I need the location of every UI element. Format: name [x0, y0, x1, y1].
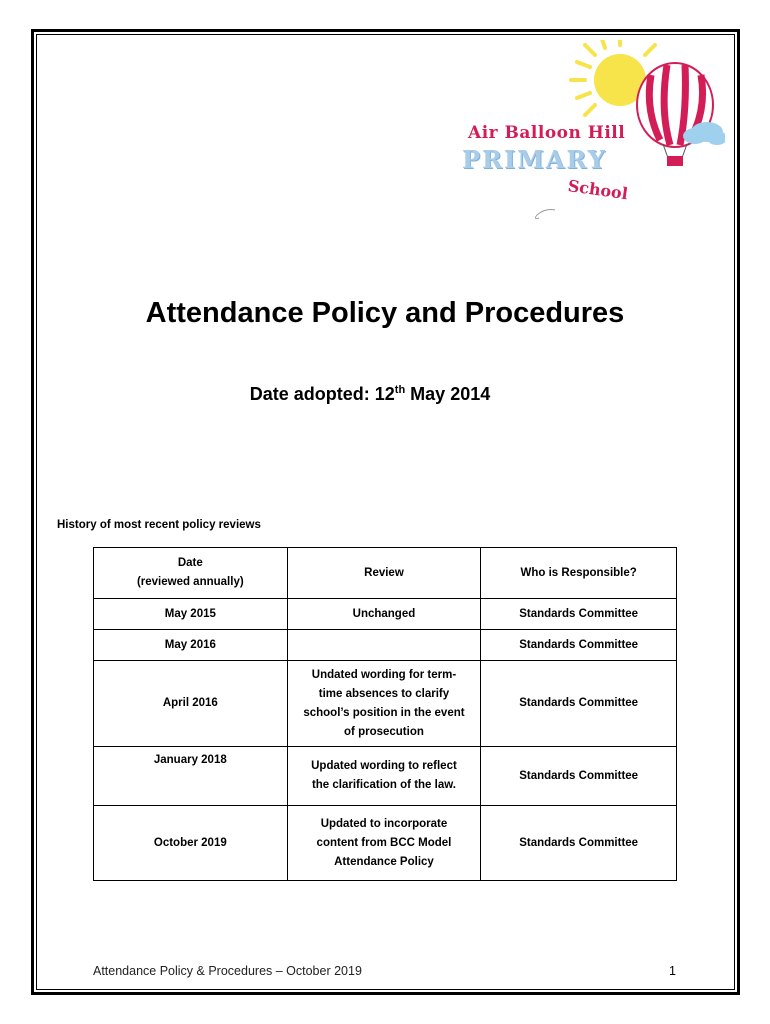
row-who: Standards Committee [481, 747, 677, 806]
row-review [287, 599, 481, 630]
row-date: May 2016 [94, 630, 288, 661]
row-review [287, 747, 481, 806]
logo-line-2: PRIMARY [462, 145, 607, 174]
row-date: January 2018 [94, 747, 288, 806]
date-adopted-label: Date adopted: 12 [249, 384, 395, 404]
kite-string [535, 210, 555, 219]
document-title: Attendance Policy and Procedures [145, 297, 625, 329]
table-row [94, 599, 677, 630]
table-row [94, 661, 677, 747]
header-date-line2: (reviewed annually) [136, 576, 244, 588]
review-line: content from BCC Model [316, 836, 452, 849]
logo-line-1: Air Balloon Hill [468, 123, 626, 143]
date-adopted-suffix: th [394, 384, 406, 396]
review-line: school’s position in the event [303, 706, 465, 719]
balloon-icon [637, 63, 713, 166]
header-who: Who is Responsible? [481, 548, 677, 599]
review-line: Updated wording to reflect [311, 760, 457, 772]
date-adopted-rest: May 2014 [405, 384, 491, 404]
review-history-table [93, 547, 677, 881]
review-line: Updated to incorporate [320, 817, 448, 830]
review-line: Attendance Policy [334, 855, 434, 868]
row-date: May 2015 [94, 599, 288, 630]
table-row [94, 806, 677, 881]
header-date [94, 548, 288, 599]
table-row [94, 747, 677, 806]
footer-text: Attendance Policy & Procedures – October 2019 [93, 964, 362, 978]
review-line: Unchanged [352, 607, 416, 620]
date-adopted [0, 384, 740, 405]
review-line: time absences to clarify [318, 687, 450, 700]
row-who: Standards Committee [481, 630, 677, 661]
row-review [287, 661, 481, 747]
review-line: Undated wording for term- [311, 668, 457, 681]
row-who: Standards Committee [481, 806, 677, 881]
review-line: of prosecution [344, 725, 424, 738]
page-number: 1 [669, 964, 676, 978]
table-header-row [94, 548, 677, 599]
logo-line-3: School [566, 176, 630, 204]
header-date-line1: Date [177, 557, 203, 569]
row-review [287, 630, 481, 661]
table-row [94, 630, 677, 661]
header-review: Review [287, 548, 481, 599]
row-date: April 2016 [94, 661, 288, 747]
review-line: the clarification of the law. [311, 779, 456, 791]
row-who: Standards Committee [481, 661, 677, 747]
row-who: Standards Committee [481, 599, 677, 630]
history-heading: History of most recent policy reviews [57, 519, 261, 531]
row-review [287, 806, 481, 881]
row-date: October 2019 [94, 806, 288, 881]
